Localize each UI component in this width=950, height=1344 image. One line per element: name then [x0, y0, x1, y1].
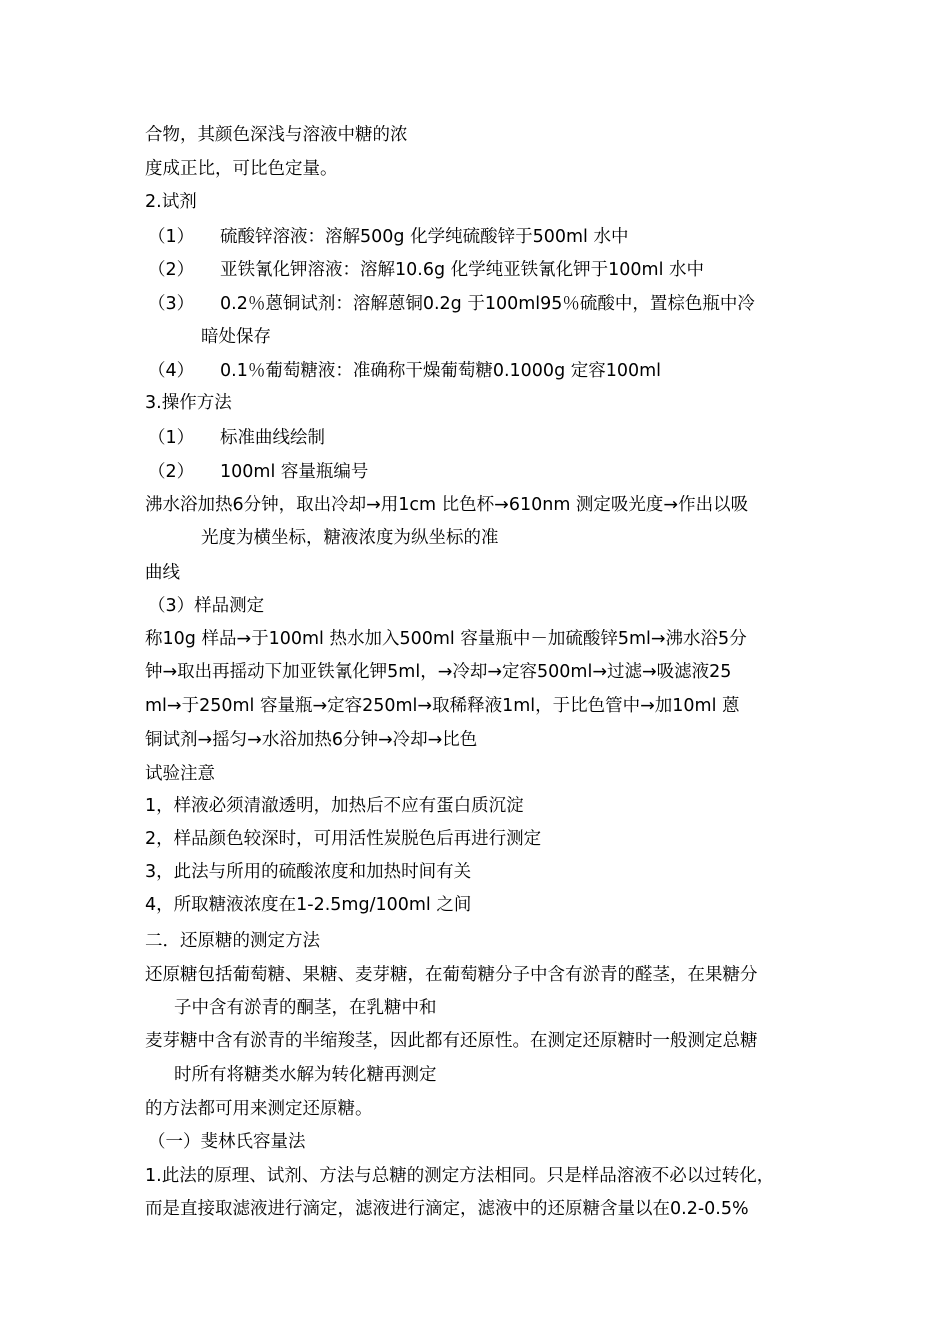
list-number: （3） [148, 294, 195, 314]
list-text: 亚铁氰化钾溶液：溶解10.6g 化学纯亚铁氰化钾于100ml 水中 [220, 260, 705, 280]
text-line: 光度为横坐标，糖液浓度为纵坐标的准 [201, 528, 499, 548]
text-line: 1，样液必须清澈透明，加热后不应有蛋白质沉淀 [145, 796, 524, 816]
text-line: 铜试剂→摇匀→水浴加热6分钟→冷却→比色 [145, 730, 478, 750]
list-text: 0.2％蒽铜试剂：溶解蒽铜0.2g 于100ml95％硫酸中，置棕色瓶中冷 [220, 294, 755, 314]
list-item [148, 225, 628, 249]
text-line: 的方法都可用来测定还原糖。 [145, 1099, 373, 1119]
text-line: （3）样品测定 [148, 596, 265, 616]
text-line: 度成正比，可比色定量。 [145, 159, 338, 179]
text-line: 沸水浴加热6分钟，取出冷却→用1cm 比色杯→610nm 测定吸光度→作出以吸 [145, 495, 749, 515]
text-line: 2，样品颜色较深时，可用活性炭脱色后再进行测定 [145, 829, 542, 849]
text-line: 称10g 样品→于100ml 热水加入500ml 容量瓶中－加硫酸锌5ml→沸水浴5分 [145, 629, 747, 649]
text-line: 暗处保存 [201, 327, 271, 347]
text-line: ml→于250ml 容量瓶→定容250ml→取稀释液1ml，于比色管中→加10ml 蒽 [145, 696, 740, 716]
list-item [148, 258, 704, 282]
list-number: （1） [148, 227, 195, 247]
text-line: 合物，其颜色深浅与溶液中糖的浓 [145, 125, 408, 145]
list-number: （1） [148, 428, 195, 448]
list-item [148, 292, 755, 316]
text-line: 时所有将糖类水解为转化糖再测定 [174, 1065, 437, 1085]
section-heading: 3.操作方法 [145, 393, 232, 413]
section-heading: 二．还原糖的测定方法 [145, 931, 320, 951]
section-heading: （一）斐林氏容量法 [148, 1132, 306, 1152]
text-line: 曲线 [145, 563, 180, 583]
list-number: （2） [148, 260, 195, 280]
text-line: 钟→取出再摇动下加亚铁氰化钾5ml，→冷却→定容500ml→过滤→吸滤液25 [145, 662, 732, 682]
text-line: 还原糖包括葡萄糖、果糖、麦芽糖，在葡萄糖分子中含有淤青的醛茎，在果糖分 [145, 965, 758, 985]
list-text: 标准曲线绘制 [220, 428, 325, 448]
list-number: （2） [148, 462, 195, 482]
list-item [148, 460, 368, 484]
text-line: 而是直接取滤液进行滴定，滤液进行滴定，滤液中的还原糖含量以在0.2-0.5% [145, 1199, 749, 1219]
text-line: 3，此法与所用的硫酸浓度和加热时间有关 [145, 862, 472, 882]
list-text: 0.1％葡萄糖液：准确称干燥葡萄糖0.1000g 定容100ml [220, 361, 662, 381]
list-number: （4） [148, 361, 195, 381]
section-heading: 2.试剂 [145, 192, 197, 212]
list-item [148, 359, 661, 383]
text-line: 1.此法的原理、试剂、方法与总糖的测定方法相同。只是样品溶液不必以过转化， [145, 1166, 775, 1186]
text-line: 麦芽糖中含有淤青的半缩羧茎，因此都有还原性。在测定还原糖时一般测定总糖 [145, 1031, 758, 1051]
text-line: 4，所取糖液浓度在1-2.5mg/100ml 之间 [145, 895, 472, 915]
list-text: 100ml 容量瓶编号 [220, 462, 369, 482]
list-text: 硫酸锌溶液：溶解500g 化学纯硫酸锌于500ml 水中 [220, 227, 629, 247]
text-line: 子中含有淤青的酮茎，在乳糖中和 [174, 998, 437, 1018]
list-item [148, 426, 325, 450]
text-line: 试验注意 [145, 764, 215, 784]
